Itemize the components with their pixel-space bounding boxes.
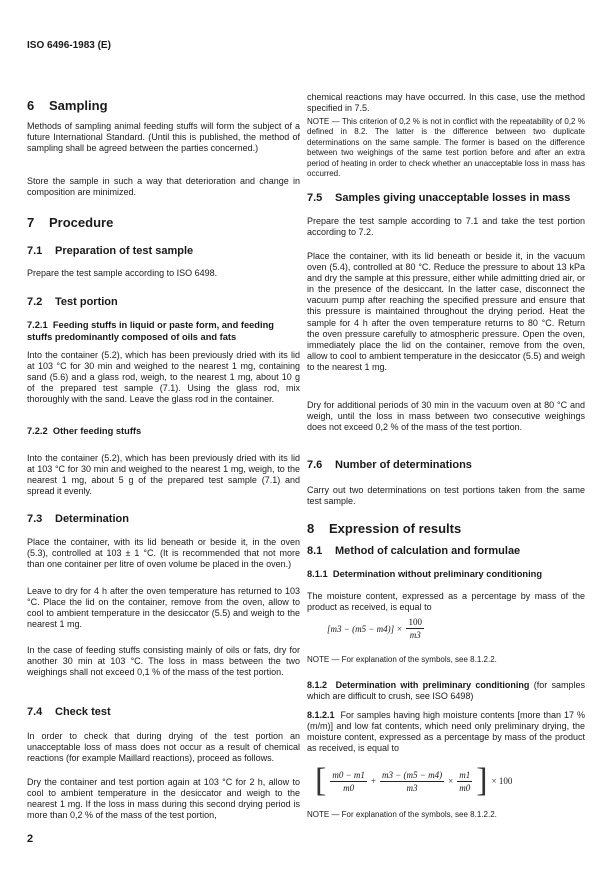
section-title: Expression of results <box>329 521 462 536</box>
times-sign: × <box>448 776 454 786</box>
heading-8-1-1 <box>307 568 585 580</box>
section-title: Samples giving unacceptable losses in mass <box>335 192 571 204</box>
section-title: Determination with preliminary conditioning <box>335 680 530 690</box>
section-number: 7.2.1 <box>27 320 48 330</box>
formula-denominator: m3 <box>409 630 421 640</box>
fraction-1-denominator: m0 <box>343 782 355 793</box>
paragraph: Into the container (5.2), which has been previously dried with its lid at 103 °C for 30 min and weighed to the nearest 1 mg, containing sand (5.6) and a glass rod, weigh, to the nearest 1 mg, about 10 g of the prepared test sample (7.1). Using the glass rod, mix thoroughly with the sand. Leave the glass rod in the container. <box>27 350 300 405</box>
section-title: Preparation of test sample <box>55 245 194 257</box>
formula-multiplier: × 100 <box>491 776 513 786</box>
heading-6 <box>27 98 300 113</box>
heading-7-5 <box>307 192 585 204</box>
heading-7-2-1 <box>27 319 300 343</box>
paragraph: For samples having high moisture contents [more than 17 % (m/m)] and low fat contents, which need only preliminary drying, the moisture content, expressed as a percentage by mass of the product as received, is equal to <box>307 710 585 754</box>
section-number: 6 <box>27 98 35 113</box>
standard-id: ISO 6496-1983 (E) <box>27 40 111 51</box>
paragraph: The moisture content, expressed as a percentage by mass of the product as received, is equal to <box>307 591 585 613</box>
fraction-2-denominator: m3 <box>406 782 418 793</box>
paragraph: In order to check that during drying of the test portion an unacceptable loss of mass does not occur as a result of chemical reactions (for example Maillard reactions), proceed as follows. <box>27 731 300 764</box>
section-title: Sampling <box>49 98 108 113</box>
section-title: Number of determinations <box>335 459 472 471</box>
note: NOTE — For explanation of the symbols, see 8.1.2.2. <box>307 810 497 819</box>
heading-7-1 <box>27 245 300 257</box>
paragraph: Dry the container and test portion again at 103 °C for 2 h, allow to cool to ambient temperature in the desiccator and weigh to the nearest 1 mg. If the loss in mass during this second drying period is more than 0,2 % of the mass of the test portion, <box>27 777 300 821</box>
heading-7-2 <box>27 296 300 308</box>
paragraph: Dry for additional periods of 30 min in the vacuum oven at 80 °C and weigh, until the loss in mass between two consecutive weighings does not exceed 0,2 % of the mass of the test portion. <box>307 400 585 433</box>
formula-lhs: [m3 − (m5 − m4)] × <box>327 623 403 634</box>
formula-1 <box>307 617 605 640</box>
section-number: 8 <box>307 521 315 536</box>
paragraph: Store the sample in such a way that deterioration and change in composition are minimized. <box>27 176 300 198</box>
paragraph: Into the container (5.2), which has been previously dried with its lid at 103 °C for 30 min and weighed to the nearest 1 mg, weigh, to the nearest 1 mg, about 5 g of the prepared test sample (7.1) and spread it evenly. <box>27 453 300 497</box>
right-bracket: ] <box>476 762 488 799</box>
section-title: Feeding stuffs in liquid or paste form, and feeding stuffs predominantly composed of oils and fats <box>27 320 274 342</box>
section-number: 7.6 <box>307 459 323 471</box>
heading-7-2-2 <box>27 425 300 437</box>
paragraph: Prepare the test sample according to 7.1 and take the test portion according to 7.2. <box>307 216 585 238</box>
paragraph: Place the container, with its lid beneath or beside it, in the vacuum oven (5.4), controlled at 80 °C. Reduce the pressure to about 13 kPa and dry the sample at this pressure, either while admitting dried air, or in the presence of the desiccant. In the latter case, disconnect the vacuum pump after reaching the specified pressure and ensure that this pressure is maintained throughout the drying period. Heat the sample for 4 h after the oven temperature returns to 80 °C. Return the oven pressure carefully to atmospheric pressure. Open the oven, immediately place the lid on the container, remove from the oven, allow to cool to ambient temperature in the desiccator (5.5) and weigh to the nearest 1 mg. <box>307 251 585 372</box>
section-title-tail: (for samples which are difficult to crush, see ISO 6498) <box>307 680 585 702</box>
paragraph: Place the container, with its lid beneath or beside it, in the oven (5.3), controlled at 103 ± 1 °C. (It is recommended that not more than one container per litre of oven volume be placed in the oven.) <box>27 537 300 570</box>
plus-sign: + <box>370 776 376 786</box>
section-number: 7.1 <box>27 245 43 257</box>
fraction-3-numerator: m1 <box>459 769 471 780</box>
heading-8 <box>307 521 585 536</box>
section-title: Determination <box>55 513 129 525</box>
page-number <box>27 833 33 845</box>
section-number: 7 <box>27 215 35 230</box>
note: NOTE — For explanation of the symbols, see 8.1.2.2. <box>307 655 497 664</box>
section-title: Determination without preliminary conditioning <box>332 569 543 579</box>
left-bracket: [ <box>315 762 327 799</box>
document-header <box>27 40 111 51</box>
section-number: 8.1.1 <box>307 569 328 579</box>
heading-7-3 <box>27 513 300 525</box>
formula-2 <box>307 764 593 798</box>
section-number: 8.1 <box>307 545 323 557</box>
fraction-1-numerator: m0 − m1 <box>332 769 365 780</box>
fraction-2-numerator: m3 − (m5 − m4) <box>381 769 443 780</box>
section-title: Test portion <box>55 296 118 308</box>
section-title: Other feeding stuffs <box>52 426 142 436</box>
section-number: 7.3 <box>27 513 43 525</box>
paragraph: Leave to dry for 4 h after the oven temperature has returned to 103 °C. Place the lid on the container, remove from the oven, allow to cool to ambient temperature in the desiccator (5.5) and weigh to the nearest 1 mg. <box>27 586 300 630</box>
section-number: 8.1.2 <box>307 680 328 690</box>
section-title: Check test <box>55 706 111 718</box>
paragraph: Prepare the test sample according to ISO 6498. <box>27 268 218 278</box>
section-number: 7.4 <box>27 706 43 718</box>
paragraph: In the case of feeding stuffs consisting mainly of oils or fats, dry for another 30 min at 103 °C. The loss in mass between the two weighings shall not exceed 0,1 % of the mass of the test portion. <box>27 645 300 678</box>
paragraph: Carry out two determinations on test portions taken from the same test sample. <box>307 485 585 507</box>
note: NOTE — This criterion of 0,2 % is not in conflict with the repeatability of 0,2 % defined in 8.2. The latter is the difference between two duplicate determinations on the same sample. The former is based on the difference between two weighings of the same test portion before and after an extra period of heating in order to check whether an unacceptable loss in mass has occurred. <box>307 117 585 179</box>
section-number: 7.5 <box>307 192 323 204</box>
heading-7-6 <box>307 459 585 471</box>
paragraph: Methods of sampling animal feeding stuffs will form the subject of a future International Standard. (Until this is published, the method of sampling shall be agreed between the parties concerned.) <box>27 121 300 154</box>
heading-8-1-2 <box>307 680 585 702</box>
section-title: Method of calculation and formulae <box>335 545 521 557</box>
heading-8-1 <box>307 545 585 557</box>
page-number-text: 2 <box>27 833 34 845</box>
fraction-3-denominator: m0 <box>459 782 471 793</box>
section-number: 7.2 <box>27 296 43 308</box>
section-title: Procedure <box>49 215 114 230</box>
section-number: 8.1.2.1 <box>307 710 335 720</box>
heading-7 <box>27 215 300 230</box>
section-number: 7.2.2 <box>27 426 48 436</box>
heading-7-4 <box>27 706 300 718</box>
formula-numerator: 100 <box>408 617 422 627</box>
paragraph: chemical reactions may have occurred. In this case, use the method specified in 7.5. <box>307 92 585 114</box>
